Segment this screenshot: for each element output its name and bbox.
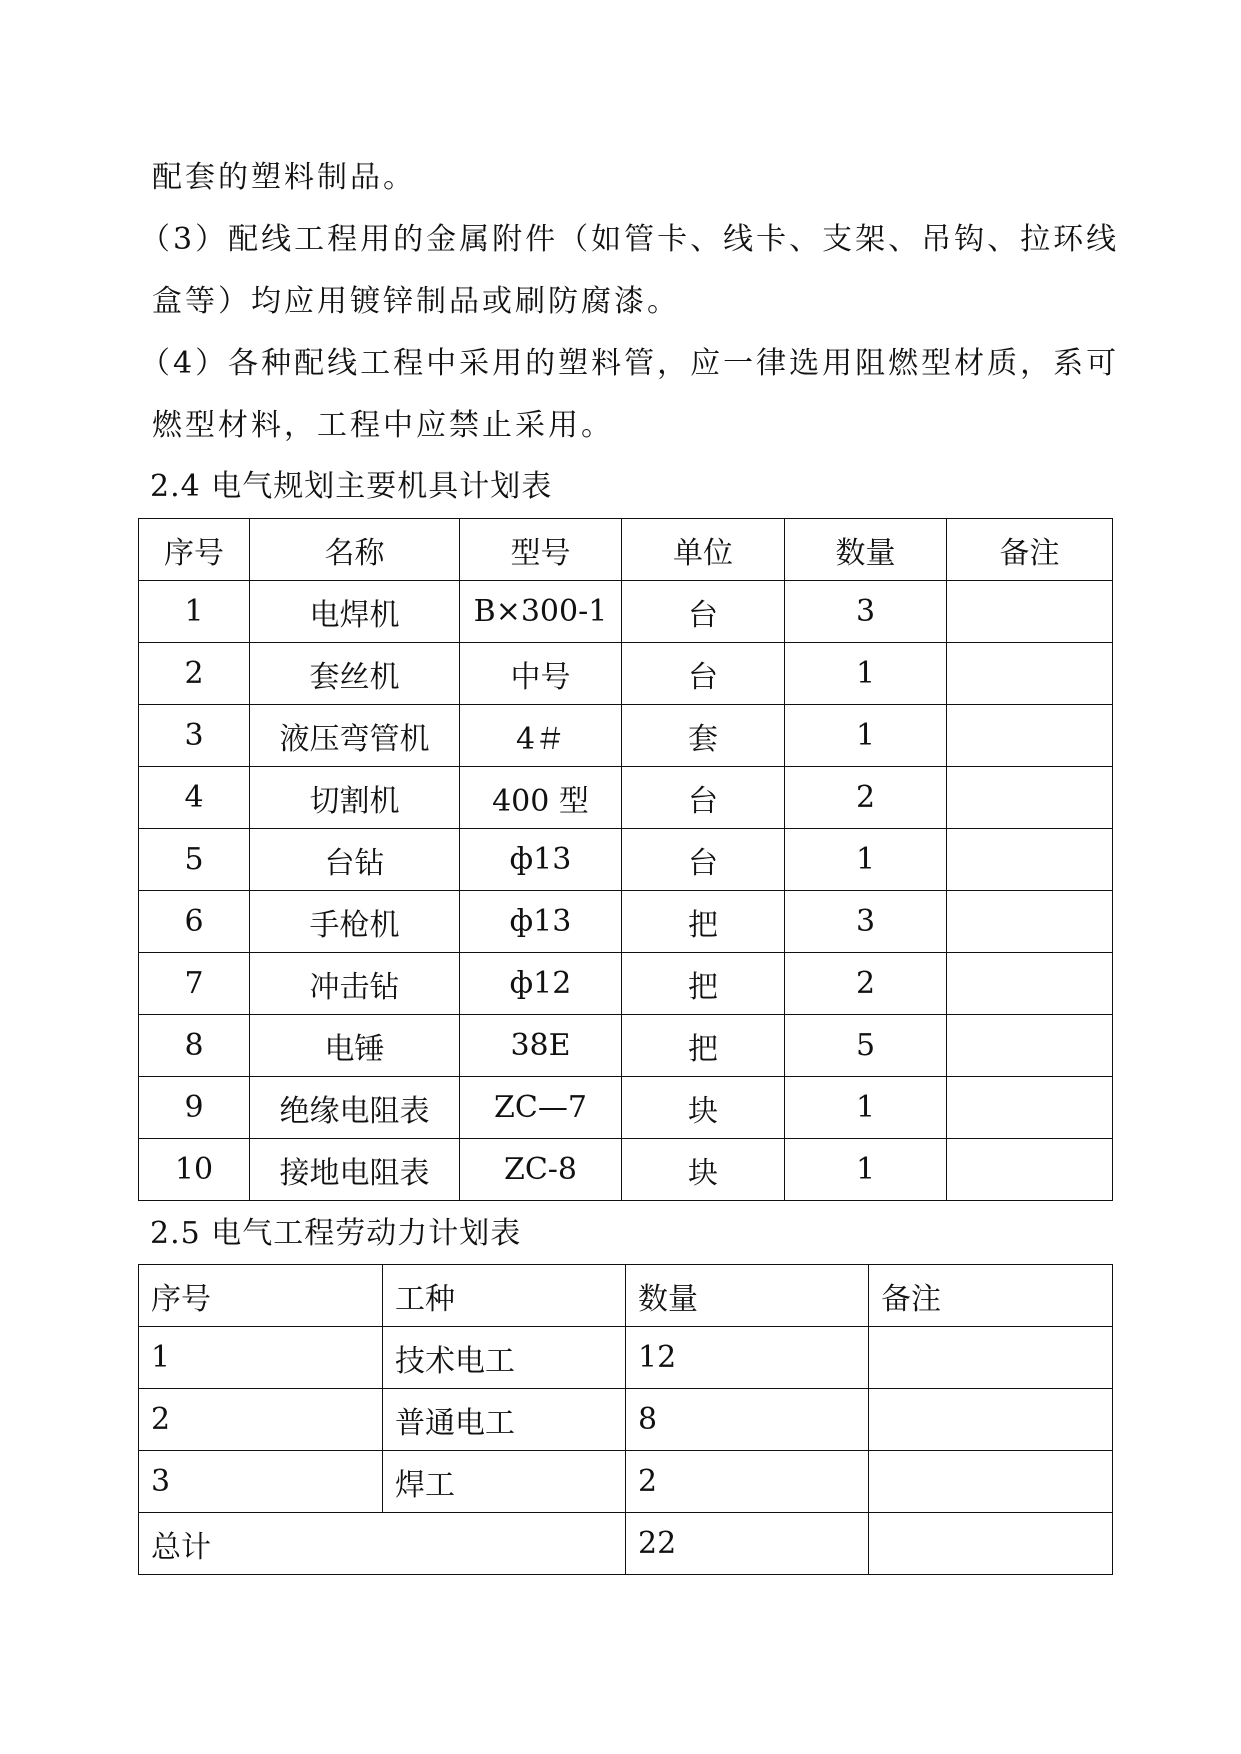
table-cell: 2 xyxy=(626,1451,869,1513)
table-cell: 块 xyxy=(622,1077,785,1139)
table-cell: 1 xyxy=(785,643,947,705)
table-cell: 3 xyxy=(785,581,947,643)
table-cell: 5 xyxy=(139,829,250,891)
table-cell: 1 xyxy=(139,1327,383,1389)
table-cell: ZC-8 xyxy=(460,1139,622,1201)
table-cell: 电锤 xyxy=(250,1015,460,1077)
total-label-cell: 总计 xyxy=(139,1513,626,1575)
table-row xyxy=(139,705,1113,767)
table-cell xyxy=(947,1015,1113,1077)
table-row xyxy=(139,891,1113,953)
table-cell: 1 xyxy=(139,581,250,643)
table-cell: 中号 xyxy=(460,643,622,705)
table-cell: 1 xyxy=(785,1077,947,1139)
paragraph-line: 配套的塑料制品。 xyxy=(152,160,416,195)
table-cell: 4 xyxy=(139,767,250,829)
table-row xyxy=(139,643,1113,705)
table-cell: 把 xyxy=(622,953,785,1015)
table-cell: 8 xyxy=(139,1015,250,1077)
table-cell xyxy=(869,1389,1113,1451)
table-cell: ф13 xyxy=(460,829,622,891)
table-row xyxy=(139,1077,1113,1139)
table-cell xyxy=(947,891,1113,953)
table-cell: 液压弯管机 xyxy=(250,705,460,767)
table-cell xyxy=(947,1139,1113,1201)
table-cell: 9 xyxy=(139,1077,250,1139)
table-cell xyxy=(947,705,1113,767)
table-cell: 2 xyxy=(139,1389,383,1451)
table-header-row xyxy=(139,1265,1113,1327)
header-cell: 数量 xyxy=(626,1265,869,1327)
table-cell: 5 xyxy=(785,1015,947,1077)
table-cell: 切割机 xyxy=(250,767,460,829)
table-cell: 2 xyxy=(785,767,947,829)
table-row xyxy=(139,953,1113,1015)
table-row xyxy=(139,1389,1113,1451)
table-cell: 绝缘电阻表 xyxy=(250,1077,460,1139)
table-cell xyxy=(947,643,1113,705)
table-cell xyxy=(947,767,1113,829)
header-cell: 名称 xyxy=(250,519,460,581)
table-cell: ф12 xyxy=(460,953,622,1015)
total-value-cell: 22 xyxy=(626,1513,869,1575)
section-heading-2-4: 2.4 电气规划主要机具计划表 xyxy=(150,469,553,504)
paragraph-line: （3）配线工程用的金属附件（如管卡、线卡、支架、吊钩、拉环线 xyxy=(140,222,1120,257)
table-cell: 12 xyxy=(626,1327,869,1389)
equipment-table xyxy=(138,518,1113,1201)
table-cell: 8 xyxy=(626,1389,869,1451)
table-row xyxy=(139,1327,1113,1389)
total-note-cell xyxy=(869,1513,1113,1575)
table-cell: 普通电工 xyxy=(383,1389,626,1451)
table-cell: 台 xyxy=(622,767,785,829)
table-cell: 台 xyxy=(622,643,785,705)
header-cell: 备注 xyxy=(869,1265,1113,1327)
labor-table xyxy=(138,1264,1113,1575)
table-cell: 台钻 xyxy=(250,829,460,891)
table-cell xyxy=(947,1077,1113,1139)
table-cell: 1 xyxy=(785,705,947,767)
table-total-row xyxy=(139,1513,1113,1575)
table-row xyxy=(139,1451,1113,1513)
table-cell: 块 xyxy=(622,1139,785,1201)
table-cell: 台 xyxy=(622,581,785,643)
table-cell: 套 xyxy=(622,705,785,767)
table-cell: ф13 xyxy=(460,891,622,953)
paragraph-line: （4）各种配线工程中采用的塑料管，应一律选用阻燃型材质，系可 xyxy=(140,346,1120,381)
table-row xyxy=(139,1015,1113,1077)
header-cell: 备注 xyxy=(947,519,1113,581)
table-row xyxy=(139,767,1113,829)
table-row xyxy=(139,1139,1113,1201)
section-heading-2-5: 2.5 电气工程劳动力计划表 xyxy=(150,1216,522,1251)
table-cell: 400 型 xyxy=(460,767,622,829)
header-cell: 序号 xyxy=(139,519,250,581)
table-cell: 6 xyxy=(139,891,250,953)
table-cell: 焊工 xyxy=(383,1451,626,1513)
header-cell: 数量 xyxy=(785,519,947,581)
header-cell: 型号 xyxy=(460,519,622,581)
table-cell: 手枪机 xyxy=(250,891,460,953)
table-cell: 2 xyxy=(139,643,250,705)
table-cell xyxy=(869,1451,1113,1513)
table-cell xyxy=(947,581,1113,643)
table-cell xyxy=(869,1327,1113,1389)
header-cell: 单位 xyxy=(622,519,785,581)
paragraph-line: 盒等）均应用镀锌制品或刷防腐漆。 xyxy=(152,284,680,319)
header-cell: 序号 xyxy=(139,1265,383,1327)
table-row xyxy=(139,581,1113,643)
table-cell: 10 xyxy=(139,1139,250,1201)
table-cell: B×300-1 xyxy=(460,581,622,643)
table-cell: 把 xyxy=(622,1015,785,1077)
table-cell: 3 xyxy=(139,705,250,767)
table-cell: 接地电阻表 xyxy=(250,1139,460,1201)
header-cell: 工种 xyxy=(383,1265,626,1327)
table-row xyxy=(139,829,1113,891)
table-cell xyxy=(947,953,1113,1015)
table-cell: 4＃ xyxy=(460,705,622,767)
table-header-row xyxy=(139,519,1113,581)
table-cell: 套丝机 xyxy=(250,643,460,705)
table-cell: 把 xyxy=(622,891,785,953)
table-cell: 电焊机 xyxy=(250,581,460,643)
table-cell: 3 xyxy=(139,1451,383,1513)
paragraph-line: 燃型材料，工程中应禁止采用。 xyxy=(152,408,614,443)
table-cell: 1 xyxy=(785,829,947,891)
table-cell: 7 xyxy=(139,953,250,1015)
table-cell: 技术电工 xyxy=(383,1327,626,1389)
table-cell: ZC—7 xyxy=(460,1077,622,1139)
table-cell: 台 xyxy=(622,829,785,891)
table-cell: 2 xyxy=(785,953,947,1015)
table-cell: 冲击钻 xyxy=(250,953,460,1015)
table-cell: 3 xyxy=(785,891,947,953)
table-cell: 38E xyxy=(460,1015,622,1077)
table-cell xyxy=(947,829,1113,891)
table-cell: 1 xyxy=(785,1139,947,1201)
